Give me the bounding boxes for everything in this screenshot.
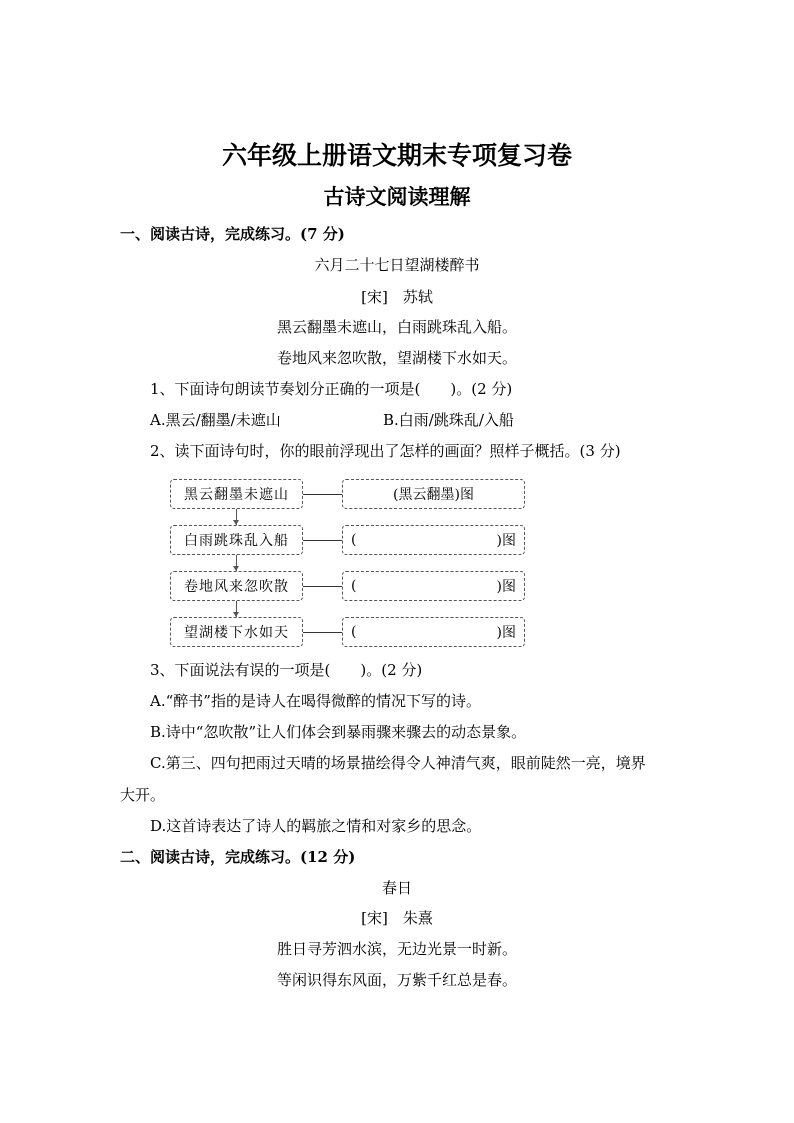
answer-open-paren: ( xyxy=(351,624,357,640)
poem-2-line-1: 胜日寻芳泗水滨，无边光景一时新。 xyxy=(276,940,517,958)
page-title: 六年级上册语文期末专项复习卷 xyxy=(221,141,572,170)
diagram-line-box: 卷地风来忽吹散 xyxy=(170,571,303,601)
poem-1-author: [宋] 苏轼 xyxy=(361,288,433,306)
question-1-option-b: B.白雨/跳珠乱/入船 xyxy=(383,411,514,429)
diagram-connector xyxy=(303,494,342,495)
diagram-connector xyxy=(303,632,342,633)
diagram-answer-box[interactable] xyxy=(342,617,525,647)
question-3-option-c-continued: 大开。 xyxy=(120,786,166,804)
diagram-connector xyxy=(303,540,342,541)
poem-1-title: 六月二十七日望湖楼醉书 xyxy=(314,256,480,274)
poem-2-author: [宋] 朱熹 xyxy=(361,909,433,927)
poem-1-line-1: 黑云翻墨未遮山，白雨跳珠乱入船。 xyxy=(276,318,517,336)
question-2-stem: 2、读下面诗句时，你的眼前浮现出了怎样的画面？照样子概括。(3 分) xyxy=(150,442,621,460)
section-1-heading: 一、阅读古诗，完成练习。(7 分) xyxy=(120,225,345,243)
diagram-connector xyxy=(303,586,342,587)
diagram-answer-text: (黑云翻墨)图 xyxy=(393,487,474,503)
question-1-stem: 1、下面诗句朗读节奏划分正确的一项是( )。(2 分) xyxy=(150,380,513,398)
answer-suffix: )图 xyxy=(496,533,516,549)
poem-1-line-2: 卷地风来忽吹散，望湖楼下水如天。 xyxy=(276,349,517,367)
question-3-option-d: D.这首诗表达了诗人的羁旅之情和对家乡的思念。 xyxy=(150,817,482,835)
poem-2-line-2: 等闲识得东风面，万紫千红总是春。 xyxy=(276,971,517,989)
question-3-stem: 3、下面说法有误的一项是( )。(2 分) xyxy=(150,661,423,679)
diagram-answer-box[interactable] xyxy=(342,571,525,601)
question-3-option-a: A.“醉书”指的是诗人在喝得微醉的情况下写的诗。 xyxy=(150,692,481,710)
diagram-line-box: 黑云翻墨未遮山 xyxy=(170,479,303,509)
diagram-line-box: 望湖楼下水如天 xyxy=(170,617,303,647)
question-3-option-b: B.诗中“忽吹散”让人们体会到暴雨骤来骤去的动态景象。 xyxy=(150,723,527,741)
section-2-heading: 二、阅读古诗，完成练习。(12 分) xyxy=(120,848,356,866)
poem-2-title: 春日 xyxy=(381,879,412,897)
answer-suffix: )图 xyxy=(496,579,516,595)
answer-suffix: )图 xyxy=(496,625,516,641)
question-1-option-a: A.黑云/翻墨/未遮山 xyxy=(150,411,281,429)
diagram-answer-box xyxy=(342,479,525,509)
answer-open-paren: ( xyxy=(351,532,357,548)
diagram-line-box: 白雨跳珠乱入船 xyxy=(170,525,303,555)
answer-open-paren: ( xyxy=(351,578,357,594)
page-subtitle: 古诗文阅读理解 xyxy=(323,185,471,209)
diagram-answer-box[interactable] xyxy=(342,525,525,555)
question-3-option-c: C.第三、四句把雨过天晴的场景描绘得令人神清气爽，眼前陡然一亮，境界 xyxy=(150,754,646,772)
